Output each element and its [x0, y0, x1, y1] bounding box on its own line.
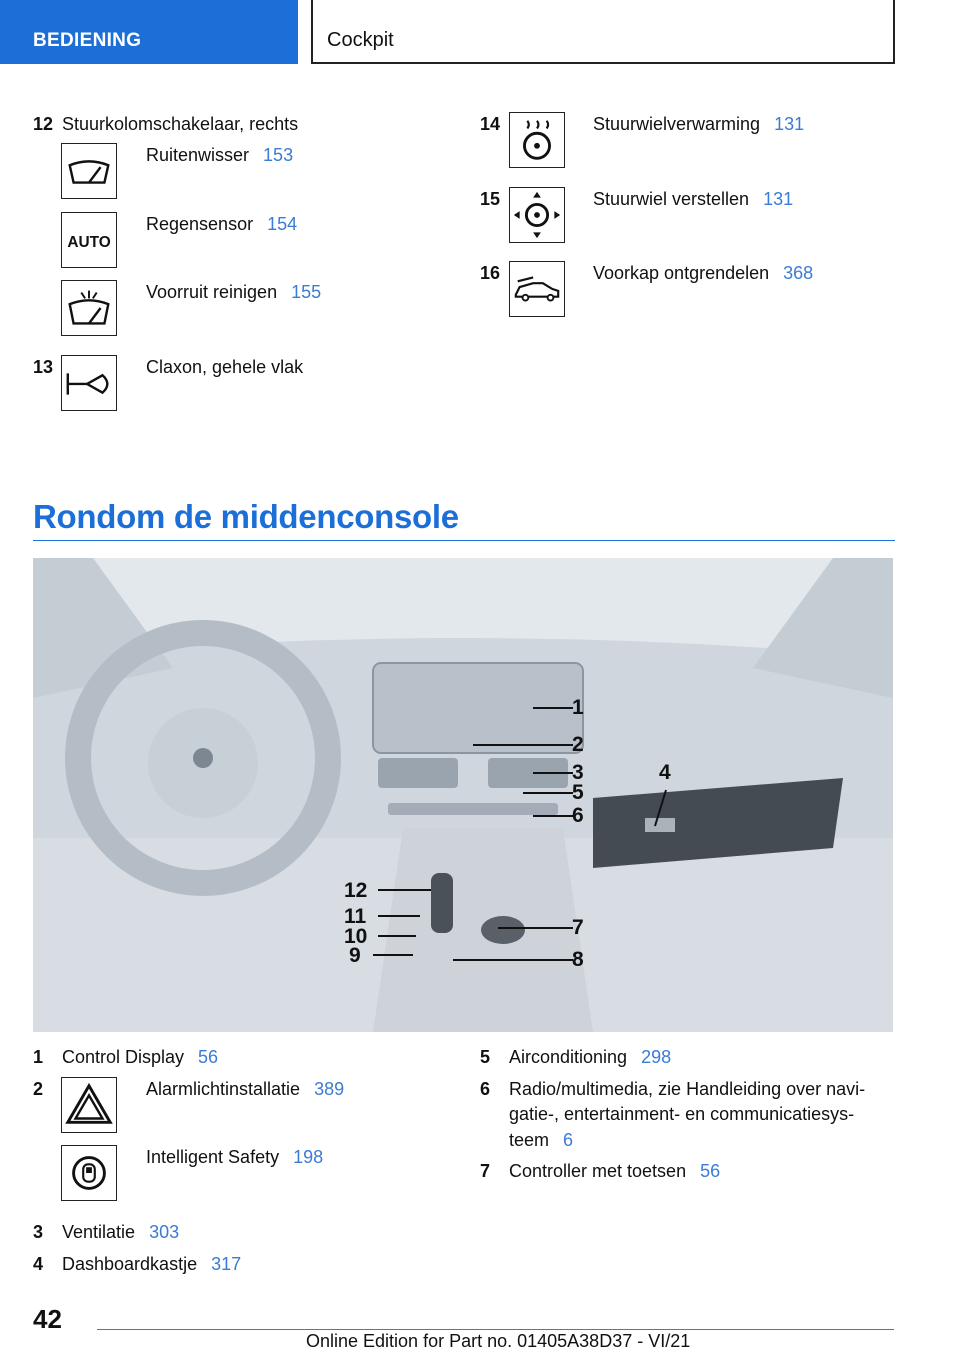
legend-label-line: Radio/multimedia, zie Handleiding over navi- — [509, 1079, 866, 1099]
page-number: 42 — [33, 1304, 62, 1334]
legend-label-line: teem 6 — [509, 1130, 574, 1150]
callout-11: 11 — [344, 905, 367, 928]
heading-rule — [33, 540, 895, 541]
footer-text: Online Edition for Part no. 01405A38D37 - VI/21 — [306, 1331, 691, 1351]
item-number: 15 — [480, 189, 501, 209]
legend-label: Intelligent Safety 198 — [146, 1147, 324, 1167]
legend-number: 1 — [33, 1047, 44, 1067]
item-label: Stuurkolomschakelaar, rechts — [62, 114, 299, 134]
cockpit-illustration — [33, 558, 893, 1032]
page-ref[interactable]: 303 — [149, 1222, 180, 1242]
washer-icon — [61, 280, 117, 336]
legend-number: 3 — [33, 1222, 44, 1242]
item-label: Claxon, gehele vlak — [146, 357, 304, 377]
item-label: Voorruit reinigen 155 — [146, 282, 322, 302]
legend-label-line: gatie-, entertainment- en communicatiesys- — [509, 1104, 855, 1124]
item-number: 13 — [33, 357, 54, 377]
page-ref[interactable]: 154 — [267, 214, 298, 234]
page-ref[interactable]: 155 — [291, 282, 322, 302]
callout-10: 10 — [344, 925, 368, 948]
auto-icon — [61, 212, 117, 268]
callout-3: 3 — [572, 761, 584, 784]
legend-number: 7 — [480, 1161, 491, 1181]
chapter-tab — [311, 0, 895, 64]
wiper-icon — [61, 143, 117, 199]
legend-number: 5 — [480, 1047, 491, 1067]
page-ref[interactable]: 317 — [211, 1254, 242, 1274]
page-ref[interactable]: 56 — [700, 1161, 721, 1181]
item-label: Stuurwielverwarming 131 — [593, 114, 805, 134]
section-tab — [0, 0, 298, 64]
page-ref[interactable]: 198 — [293, 1147, 324, 1167]
callout-8: 8 — [572, 948, 584, 971]
callout-9: 9 — [349, 944, 361, 967]
callout-5: 5 — [572, 781, 584, 804]
page-ref[interactable]: 56 — [198, 1047, 219, 1067]
page-ref[interactable]: 131 — [774, 114, 805, 134]
page-ref[interactable]: 389 — [314, 1079, 345, 1099]
callout-4: 4 — [659, 761, 671, 784]
item-label: Regensensor 154 — [146, 214, 298, 234]
horn-icon — [61, 355, 117, 411]
legend-number: 2 — [33, 1079, 44, 1099]
legend-number: 6 — [480, 1079, 491, 1099]
legend-label: Dashboardkastje 317 — [62, 1254, 242, 1274]
legend-label: Ventilatie 303 — [62, 1222, 180, 1242]
hood-icon — [509, 261, 565, 317]
item-label: Voorkap ontgrendelen 368 — [593, 263, 814, 283]
steering-heat-icon — [509, 112, 565, 168]
legend-number: 4 — [33, 1254, 44, 1274]
svg-text:AUTO: AUTO — [67, 233, 111, 251]
page-ref[interactable]: 153 — [263, 145, 294, 165]
footer-rule — [97, 1329, 894, 1330]
section-label: BEDIENING — [33, 30, 142, 51]
chapter-label: Cockpit — [327, 29, 394, 51]
legend-label: Alarmlichtinstallatie 389 — [146, 1079, 345, 1099]
callout-2: 2 — [572, 733, 584, 756]
page-ref[interactable]: 131 — [763, 189, 794, 209]
hazard-icon — [61, 1077, 117, 1133]
page-ref[interactable]: 298 — [641, 1047, 672, 1067]
legend-label: Control Display 56 — [62, 1047, 219, 1067]
item-label: Ruitenwisser 153 — [146, 145, 294, 165]
page-ref[interactable]: 6 — [563, 1130, 574, 1150]
page-ref[interactable]: 368 — [783, 263, 814, 283]
legend-label: Airconditioning 298 — [509, 1047, 672, 1067]
legend-label: Controller met toetsen 56 — [509, 1161, 721, 1181]
callout-7: 7 — [572, 916, 584, 939]
safety-icon — [61, 1145, 117, 1201]
callout-6: 6 — [572, 804, 584, 827]
section-heading: Rondom de middenconsole — [33, 498, 459, 535]
item-label: Stuurwiel verstellen 131 — [593, 189, 794, 209]
callout-1: 1 — [572, 696, 584, 719]
callout-12: 12 — [344, 879, 368, 902]
item-number: 16 — [480, 263, 501, 283]
item-number: 14 — [480, 114, 501, 134]
item-number: 12 — [33, 114, 54, 134]
steering-adjust-icon — [509, 187, 565, 243]
